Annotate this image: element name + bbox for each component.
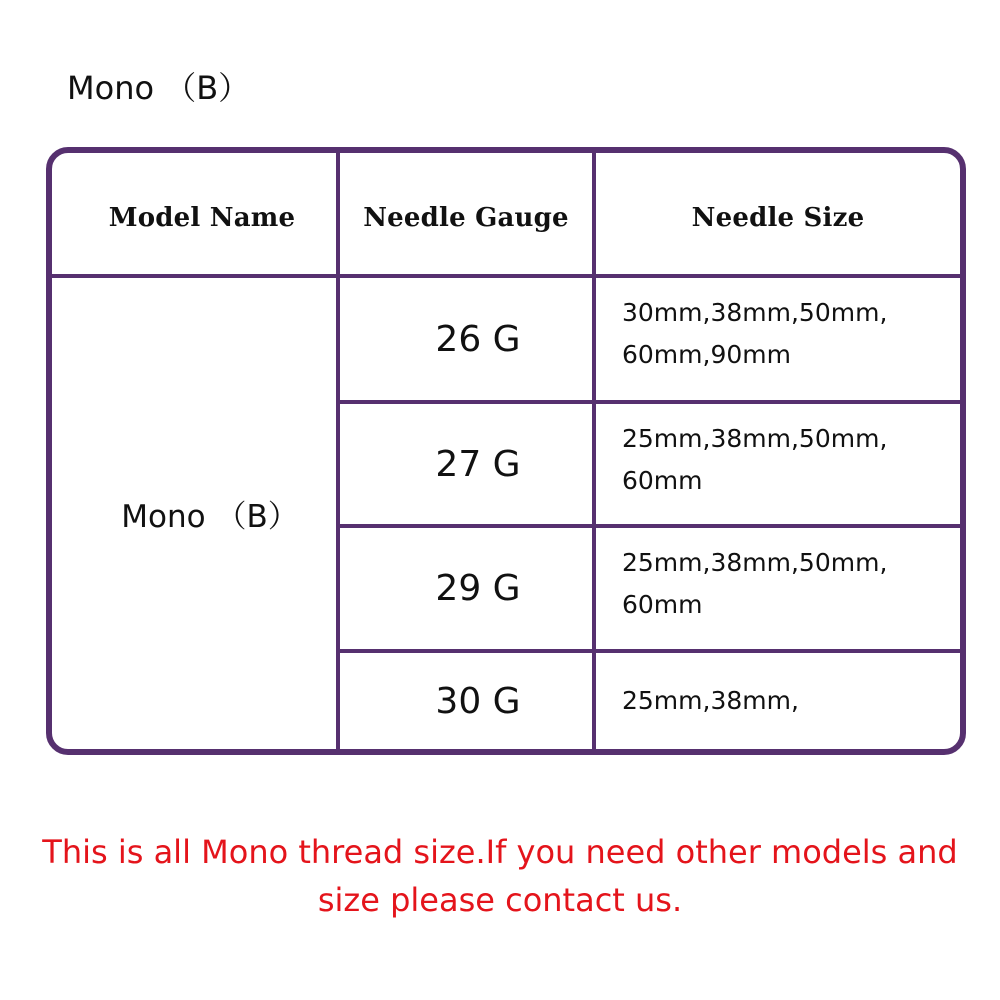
table-row-gauge xyxy=(340,528,616,649)
header-model-name xyxy=(52,153,352,282)
gauge-value: 27 G xyxy=(435,443,521,485)
table-row-sizes xyxy=(596,278,960,400)
model-name-cell xyxy=(52,278,368,749)
needle-spec-table xyxy=(46,147,966,755)
header-needle-gauge xyxy=(340,153,592,282)
table-row-sizes xyxy=(596,653,960,749)
page-title: Mono （B） xyxy=(67,69,251,107)
gauge-value: 29 G xyxy=(435,568,521,609)
contact-note-line-1: This is all Mono thread size.If you need other models and xyxy=(42,833,958,871)
sizes-value: 25mm,38mm,50mm, 60mm xyxy=(622,424,888,495)
sizes-value: 25mm,38mm, xyxy=(622,686,799,715)
sizes-value: 25mm,38mm,50mm, 60mm xyxy=(622,548,888,619)
header-needle-size-label: Needle Size xyxy=(691,202,865,233)
table-row-sizes xyxy=(596,404,960,524)
model-name-value: Mono （B） xyxy=(121,499,299,535)
contact-note xyxy=(0,828,1000,924)
table-row-gauge xyxy=(340,653,616,749)
header-model-name-label: Model Name xyxy=(108,202,296,233)
sizes-value: 30mm,38mm,50mm, 60mm,90mm xyxy=(622,298,888,369)
gauge-value: 30 G xyxy=(435,680,521,722)
header-needle-size xyxy=(596,153,960,282)
header-needle-gauge-label: Needle Gauge xyxy=(363,202,569,233)
table-row-gauge xyxy=(340,404,616,524)
gauge-value: 26 G xyxy=(435,318,521,360)
contact-note-line-2: size please contact us. xyxy=(317,881,683,919)
table-row-gauge xyxy=(340,278,616,400)
table-row-sizes xyxy=(596,528,960,649)
